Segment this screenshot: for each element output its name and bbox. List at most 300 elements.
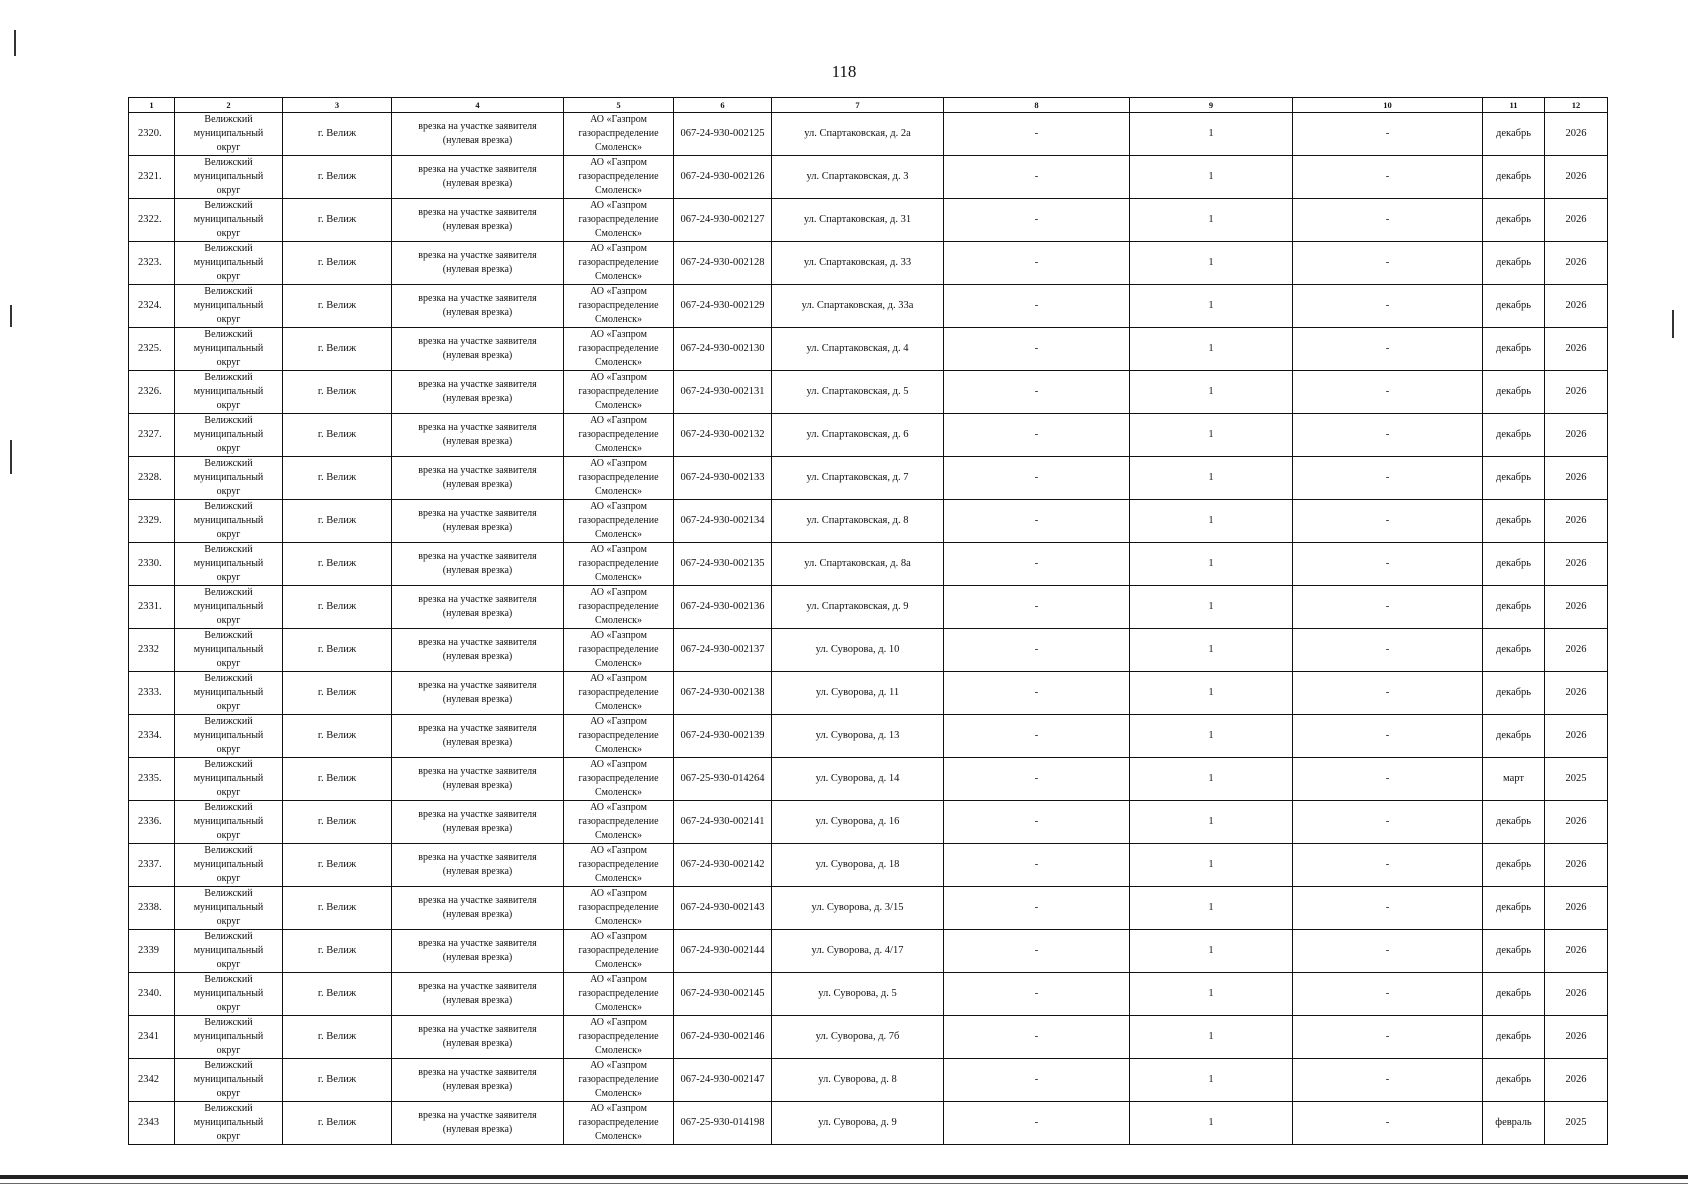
- column-10-cell: -: [1293, 113, 1483, 156]
- table-body: [129, 113, 1608, 1145]
- organization-cell-line: Смоленск»: [595, 486, 642, 497]
- month-cell: декабрь: [1483, 973, 1545, 1016]
- organization-cell: [564, 715, 674, 758]
- district-cell-line: округ: [216, 443, 241, 454]
- organization-cell-line: АО «Газпром: [590, 1060, 647, 1071]
- year-cell: 2026: [1545, 113, 1608, 156]
- column-8-cell: -: [944, 1102, 1130, 1145]
- district-cell-line: муниципальный: [193, 687, 264, 698]
- organization-cell-line: газораспределение: [578, 902, 659, 913]
- district-cell-line: муниципальный: [193, 859, 264, 870]
- district-cell-line: округ: [216, 916, 241, 927]
- year-cell: 2026: [1545, 199, 1608, 242]
- district-cell-line: Велижский: [204, 716, 253, 727]
- address-cell: ул. Спартаковская, д. 7: [772, 457, 944, 500]
- district-cell: [175, 457, 283, 500]
- application-code-cell: 067-24-930-002136: [674, 586, 772, 629]
- column-9-cell: 1: [1130, 156, 1293, 199]
- address-cell: ул. Спартаковская, д. 33: [772, 242, 944, 285]
- column-9-cell: 1: [1130, 1016, 1293, 1059]
- work-type-cell: [392, 1102, 564, 1145]
- organization-cell-line: АО «Газпром: [590, 372, 647, 383]
- work-type-cell-line: врезка на участке заявителя: [418, 336, 537, 347]
- column-10-cell: -: [1293, 457, 1483, 500]
- table-row: [129, 930, 1608, 973]
- district-cell-line: округ: [216, 529, 241, 540]
- column-number: 7: [772, 98, 944, 113]
- application-code-cell: 067-24-930-002133: [674, 457, 772, 500]
- row-number: 2341: [129, 1016, 175, 1059]
- organization-cell-line: газораспределение: [578, 171, 659, 182]
- work-type-cell-line: врезка на участке заявителя: [418, 809, 537, 820]
- column-10-cell: -: [1293, 844, 1483, 887]
- district-cell: [175, 285, 283, 328]
- column-9-cell: 1: [1130, 414, 1293, 457]
- organization-cell-line: АО «Газпром: [590, 630, 647, 641]
- address-cell: ул. Суворова, д. 3/15: [772, 887, 944, 930]
- organization-cell-line: Смоленск»: [595, 615, 642, 626]
- column-number-row: [129, 98, 1608, 113]
- work-type-cell-line: врезка на участке заявителя: [418, 293, 537, 304]
- organization-cell-line: Смоленск»: [595, 916, 642, 927]
- work-type-cell-line: врезка на участке заявителя: [418, 680, 537, 691]
- year-cell: 2026: [1545, 930, 1608, 973]
- district-cell-line: округ: [216, 1088, 241, 1099]
- organization-cell: [564, 672, 674, 715]
- year-cell: 2026: [1545, 156, 1608, 199]
- row-number: 2338.: [129, 887, 175, 930]
- column-10-cell: -: [1293, 715, 1483, 758]
- column-8-cell: -: [944, 199, 1130, 242]
- month-cell: декабрь: [1483, 113, 1545, 156]
- organization-cell-line: газораспределение: [578, 730, 659, 741]
- organization-cell-line: газораспределение: [578, 773, 659, 784]
- column-8-cell: -: [944, 758, 1130, 801]
- work-type-cell-line: врезка на участке заявителя: [418, 422, 537, 433]
- district-cell-line: округ: [216, 142, 241, 153]
- work-type-cell: [392, 887, 564, 930]
- organization-cell-line: газораспределение: [578, 558, 659, 569]
- organization-cell: [564, 930, 674, 973]
- column-10-cell: -: [1293, 500, 1483, 543]
- organization-cell-line: газораспределение: [578, 687, 659, 698]
- organization-cell-line: Смоленск»: [595, 1088, 642, 1099]
- year-cell: 2026: [1545, 1016, 1608, 1059]
- organization-cell: [564, 758, 674, 801]
- column-10-cell: -: [1293, 1102, 1483, 1145]
- row-number: 2327.: [129, 414, 175, 457]
- column-9-cell: 1: [1130, 328, 1293, 371]
- application-code-cell: 067-24-930-002142: [674, 844, 772, 887]
- organization-cell-line: АО «Газпром: [590, 716, 647, 727]
- application-code-cell: 067-24-930-002127: [674, 199, 772, 242]
- row-number: 2337.: [129, 844, 175, 887]
- district-cell-line: муниципальный: [193, 644, 264, 655]
- row-number: 2339: [129, 930, 175, 973]
- column-9-cell: 1: [1130, 672, 1293, 715]
- month-cell: декабрь: [1483, 156, 1545, 199]
- year-cell: 2026: [1545, 586, 1608, 629]
- application-code-cell: 067-25-930-014264: [674, 758, 772, 801]
- district-cell-line: Велижский: [204, 415, 253, 426]
- address-cell: ул. Суворова, д. 4/17: [772, 930, 944, 973]
- row-number: 2336.: [129, 801, 175, 844]
- town-cell: г. Велиж: [283, 328, 392, 371]
- work-type-cell-line: (нулевая врезка): [442, 995, 513, 1006]
- organization-cell-line: газораспределение: [578, 472, 659, 483]
- row-number: 2330.: [129, 543, 175, 586]
- column-8-cell: -: [944, 457, 1130, 500]
- district-cell-line: муниципальный: [193, 601, 264, 612]
- district-cell-line: Велижский: [204, 157, 253, 168]
- year-cell: 2026: [1545, 457, 1608, 500]
- district-cell-line: Велижский: [204, 802, 253, 813]
- column-8-cell: -: [944, 586, 1130, 629]
- work-type-cell-line: (нулевая врезка): [442, 307, 513, 318]
- district-cell: [175, 1016, 283, 1059]
- district-cell-line: Велижский: [204, 974, 253, 985]
- organization-cell-line: Смоленск»: [595, 314, 642, 325]
- row-number: 2321.: [129, 156, 175, 199]
- work-type-cell: [392, 672, 564, 715]
- town-cell: г. Велиж: [283, 715, 392, 758]
- district-cell: [175, 715, 283, 758]
- month-cell: март: [1483, 758, 1545, 801]
- work-type-cell: [392, 801, 564, 844]
- application-code-cell: 067-24-930-002146: [674, 1016, 772, 1059]
- column-9-cell: 1: [1130, 285, 1293, 328]
- address-cell: ул. Спартаковская, д. 33а: [772, 285, 944, 328]
- column-9-cell: 1: [1130, 586, 1293, 629]
- district-cell-line: округ: [216, 787, 241, 798]
- organization-cell-line: АО «Газпром: [590, 544, 647, 555]
- column-8-cell: -: [944, 887, 1130, 930]
- organization-cell-line: газораспределение: [578, 515, 659, 526]
- work-type-cell-line: (нулевая врезка): [442, 952, 513, 963]
- work-type-cell-line: врезка на участке заявителя: [418, 379, 537, 390]
- row-number: 2331.: [129, 586, 175, 629]
- month-cell: декабрь: [1483, 930, 1545, 973]
- column-10-cell: -: [1293, 1059, 1483, 1102]
- district-cell: [175, 844, 283, 887]
- work-type-cell-line: (нулевая врезка): [442, 178, 513, 189]
- district-cell: [175, 199, 283, 242]
- column-9-cell: 1: [1130, 758, 1293, 801]
- address-cell: ул. Суворова, д. 7б: [772, 1016, 944, 1059]
- organization-cell: [564, 543, 674, 586]
- table-row: [129, 672, 1608, 715]
- month-cell: декабрь: [1483, 199, 1545, 242]
- column-9-cell: 1: [1130, 715, 1293, 758]
- district-cell: [175, 1102, 283, 1145]
- district-cell-line: муниципальный: [193, 816, 264, 827]
- work-type-cell: [392, 758, 564, 801]
- application-code-cell: 067-24-930-002130: [674, 328, 772, 371]
- row-number: 2324.: [129, 285, 175, 328]
- application-code-cell: 067-24-930-002145: [674, 973, 772, 1016]
- column-8-cell: -: [944, 156, 1130, 199]
- district-cell-line: Велижский: [204, 329, 253, 340]
- work-type-cell: [392, 930, 564, 973]
- organization-cell-line: газораспределение: [578, 1117, 659, 1128]
- organization-cell: [564, 285, 674, 328]
- row-number: 2333.: [129, 672, 175, 715]
- town-cell: г. Велиж: [283, 586, 392, 629]
- work-type-cell-line: врезка на участке заявителя: [418, 121, 537, 132]
- column-10-cell: -: [1293, 242, 1483, 285]
- organization-cell: [564, 1102, 674, 1145]
- column-8-cell: -: [944, 629, 1130, 672]
- organization-cell-line: газораспределение: [578, 644, 659, 655]
- town-cell: г. Велиж: [283, 629, 392, 672]
- row-number: 2325.: [129, 328, 175, 371]
- month-cell: декабрь: [1483, 715, 1545, 758]
- district-cell-line: округ: [216, 959, 241, 970]
- row-number: 2326.: [129, 371, 175, 414]
- application-code-cell: 067-24-930-002125: [674, 113, 772, 156]
- work-type-cell-line: врезка на участке заявителя: [418, 637, 537, 648]
- organization-cell-line: АО «Газпром: [590, 501, 647, 512]
- month-cell: декабрь: [1483, 500, 1545, 543]
- row-number: 2332: [129, 629, 175, 672]
- district-cell: [175, 328, 283, 371]
- district-cell-line: муниципальный: [193, 1117, 264, 1128]
- work-type-cell: [392, 844, 564, 887]
- address-cell: ул. Спартаковская, д. 6: [772, 414, 944, 457]
- work-type-cell-line: (нулевая врезка): [442, 393, 513, 404]
- organization-cell: [564, 844, 674, 887]
- column-9-cell: 1: [1130, 113, 1293, 156]
- column-9-cell: 1: [1130, 1059, 1293, 1102]
- organization-cell-line: Смоленск»: [595, 400, 642, 411]
- district-cell-line: Велижский: [204, 759, 253, 770]
- organization-cell-line: АО «Газпром: [590, 286, 647, 297]
- column-number: 4: [392, 98, 564, 113]
- column-10-cell: -: [1293, 930, 1483, 973]
- organization-cell-line: Смоленск»: [595, 271, 642, 282]
- table-row: [129, 1102, 1608, 1145]
- district-cell: [175, 930, 283, 973]
- organization-cell-line: Смоленск»: [595, 1131, 642, 1142]
- district-cell: [175, 801, 283, 844]
- organization-cell-line: АО «Газпром: [590, 1017, 647, 1028]
- month-cell: февраль: [1483, 1102, 1545, 1145]
- column-10-cell: -: [1293, 586, 1483, 629]
- district-cell-line: муниципальный: [193, 472, 264, 483]
- column-9-cell: 1: [1130, 500, 1293, 543]
- column-9-cell: 1: [1130, 457, 1293, 500]
- work-type-cell: [392, 328, 564, 371]
- address-cell: ул. Суворова, д. 18: [772, 844, 944, 887]
- district-cell-line: Велижский: [204, 200, 253, 211]
- row-number: 2342: [129, 1059, 175, 1102]
- application-code-cell: 067-24-930-002129: [674, 285, 772, 328]
- organization-cell-line: АО «Газпром: [590, 114, 647, 125]
- column-8-cell: -: [944, 715, 1130, 758]
- district-cell-line: муниципальный: [193, 386, 264, 397]
- work-type-cell-line: врезка на участке заявителя: [418, 895, 537, 906]
- column-9-cell: 1: [1130, 930, 1293, 973]
- column-9-cell: 1: [1130, 242, 1293, 285]
- month-cell: декабрь: [1483, 887, 1545, 930]
- organization-cell-line: Смоленск»: [595, 185, 642, 196]
- column-9-cell: 1: [1130, 887, 1293, 930]
- town-cell: г. Велиж: [283, 414, 392, 457]
- work-type-cell: [392, 543, 564, 586]
- organization-cell-line: Смоленск»: [595, 658, 642, 669]
- organization-cell-line: газораспределение: [578, 945, 659, 956]
- year-cell: 2026: [1545, 500, 1608, 543]
- town-cell: г. Велиж: [283, 1102, 392, 1145]
- table-row: [129, 758, 1608, 801]
- year-cell: 2025: [1545, 758, 1608, 801]
- district-cell: [175, 500, 283, 543]
- column-9-cell: 1: [1130, 199, 1293, 242]
- column-8-cell: -: [944, 930, 1130, 973]
- district-cell-line: муниципальный: [193, 300, 264, 311]
- row-number: 2329.: [129, 500, 175, 543]
- organization-cell-line: газораспределение: [578, 816, 659, 827]
- year-cell: 2026: [1545, 328, 1608, 371]
- column-8-cell: -: [944, 328, 1130, 371]
- work-type-cell: [392, 1016, 564, 1059]
- address-cell: ул. Спартаковская, д. 3: [772, 156, 944, 199]
- address-cell: ул. Суворова, д. 11: [772, 672, 944, 715]
- district-cell-line: муниципальный: [193, 558, 264, 569]
- organization-cell-line: АО «Газпром: [590, 673, 647, 684]
- organization-cell: [564, 801, 674, 844]
- column-9-cell: 1: [1130, 543, 1293, 586]
- town-cell: г. Велиж: [283, 156, 392, 199]
- month-cell: декабрь: [1483, 457, 1545, 500]
- organization-cell-line: Смоленск»: [595, 744, 642, 755]
- town-cell: г. Велиж: [283, 844, 392, 887]
- district-cell-line: Велижский: [204, 1060, 253, 1071]
- district-cell-line: округ: [216, 615, 241, 626]
- row-number: 2323.: [129, 242, 175, 285]
- organization-cell-line: АО «Газпром: [590, 974, 647, 985]
- organization-cell-line: Смоленск»: [595, 529, 642, 540]
- month-cell: декабрь: [1483, 1059, 1545, 1102]
- application-code-cell: 067-24-930-002143: [674, 887, 772, 930]
- district-cell: [175, 156, 283, 199]
- column-10-cell: -: [1293, 156, 1483, 199]
- district-cell: [175, 672, 283, 715]
- district-cell-line: муниципальный: [193, 257, 264, 268]
- district-cell-line: округ: [216, 314, 241, 325]
- town-cell: г. Велиж: [283, 887, 392, 930]
- district-cell-line: округ: [216, 830, 241, 841]
- district-cell-line: округ: [216, 1002, 241, 1013]
- district-cell-line: округ: [216, 572, 241, 583]
- address-cell: ул. Спартаковская, д. 9: [772, 586, 944, 629]
- work-type-cell: [392, 1059, 564, 1102]
- district-cell: [175, 113, 283, 156]
- work-type-cell-line: врезка на участке заявителя: [418, 207, 537, 218]
- work-type-cell-line: врезка на участке заявителя: [418, 594, 537, 605]
- district-cell-line: округ: [216, 271, 241, 282]
- town-cell: г. Велиж: [283, 801, 392, 844]
- page-bottom-rule: [0, 1175, 1688, 1179]
- organization-cell-line: газораспределение: [578, 128, 659, 139]
- column-8-cell: -: [944, 672, 1130, 715]
- column-10-cell: -: [1293, 414, 1483, 457]
- town-cell: г. Велиж: [283, 242, 392, 285]
- district-cell: [175, 629, 283, 672]
- district-cell-line: Велижский: [204, 243, 253, 254]
- district-cell-line: Велижский: [204, 372, 253, 383]
- organization-cell-line: газораспределение: [578, 1074, 659, 1085]
- organization-cell-line: АО «Газпром: [590, 1103, 647, 1114]
- address-cell: ул. Спартаковская, д. 5: [772, 371, 944, 414]
- month-cell: декабрь: [1483, 285, 1545, 328]
- address-cell: ул. Суворова, д. 9: [772, 1102, 944, 1145]
- organization-cell-line: АО «Газпром: [590, 888, 647, 899]
- organization-cell-line: газораспределение: [578, 257, 659, 268]
- organization-cell-line: АО «Газпром: [590, 243, 647, 254]
- table-row: [129, 543, 1608, 586]
- year-cell: 2026: [1545, 887, 1608, 930]
- table-row: [129, 457, 1608, 500]
- table-row: [129, 156, 1608, 199]
- district-cell-line: округ: [216, 400, 241, 411]
- work-type-cell-line: (нулевая врезка): [442, 1038, 513, 1049]
- district-cell-line: округ: [216, 185, 241, 196]
- table-row: [129, 414, 1608, 457]
- work-type-cell-line: (нулевая врезка): [442, 221, 513, 232]
- organization-cell-line: Смоленск»: [595, 701, 642, 712]
- work-type-cell-line: врезка на участке заявителя: [418, 1067, 537, 1078]
- work-type-cell-line: (нулевая врезка): [442, 479, 513, 490]
- district-cell-line: округ: [216, 228, 241, 239]
- column-8-cell: -: [944, 973, 1130, 1016]
- organization-cell: [564, 113, 674, 156]
- organization-cell: [564, 1059, 674, 1102]
- work-type-cell-line: (нулевая врезка): [442, 780, 513, 791]
- work-type-cell-line: (нулевая врезка): [442, 1124, 513, 1135]
- row-number: 2343: [129, 1102, 175, 1145]
- organization-cell-line: газораспределение: [578, 429, 659, 440]
- district-cell-line: округ: [216, 486, 241, 497]
- year-cell: 2026: [1545, 629, 1608, 672]
- column-number: 12: [1545, 98, 1608, 113]
- column-9-cell: 1: [1130, 801, 1293, 844]
- table-row: [129, 328, 1608, 371]
- work-type-cell-line: (нулевая врезка): [442, 866, 513, 877]
- organization-cell: [564, 371, 674, 414]
- page-number: 118: [831, 62, 857, 81]
- district-cell-line: Велижский: [204, 587, 253, 598]
- year-cell: 2026: [1545, 672, 1608, 715]
- work-type-cell: [392, 586, 564, 629]
- row-number: 2335.: [129, 758, 175, 801]
- month-cell: декабрь: [1483, 629, 1545, 672]
- address-cell: ул. Спартаковская, д. 4: [772, 328, 944, 371]
- column-9-cell: 1: [1130, 1102, 1293, 1145]
- town-cell: г. Велиж: [283, 930, 392, 973]
- month-cell: декабрь: [1483, 543, 1545, 586]
- column-number: 5: [564, 98, 674, 113]
- column-8-cell: -: [944, 414, 1130, 457]
- district-cell-line: муниципальный: [193, 171, 264, 182]
- district-cell-line: округ: [216, 873, 241, 884]
- organization-cell-line: АО «Газпром: [590, 931, 647, 942]
- year-cell: 2026: [1545, 242, 1608, 285]
- work-type-cell-line: (нулевая врезка): [442, 909, 513, 920]
- organization-cell-line: Смоленск»: [595, 787, 642, 798]
- column-number: 11: [1483, 98, 1545, 113]
- organization-cell-line: газораспределение: [578, 859, 659, 870]
